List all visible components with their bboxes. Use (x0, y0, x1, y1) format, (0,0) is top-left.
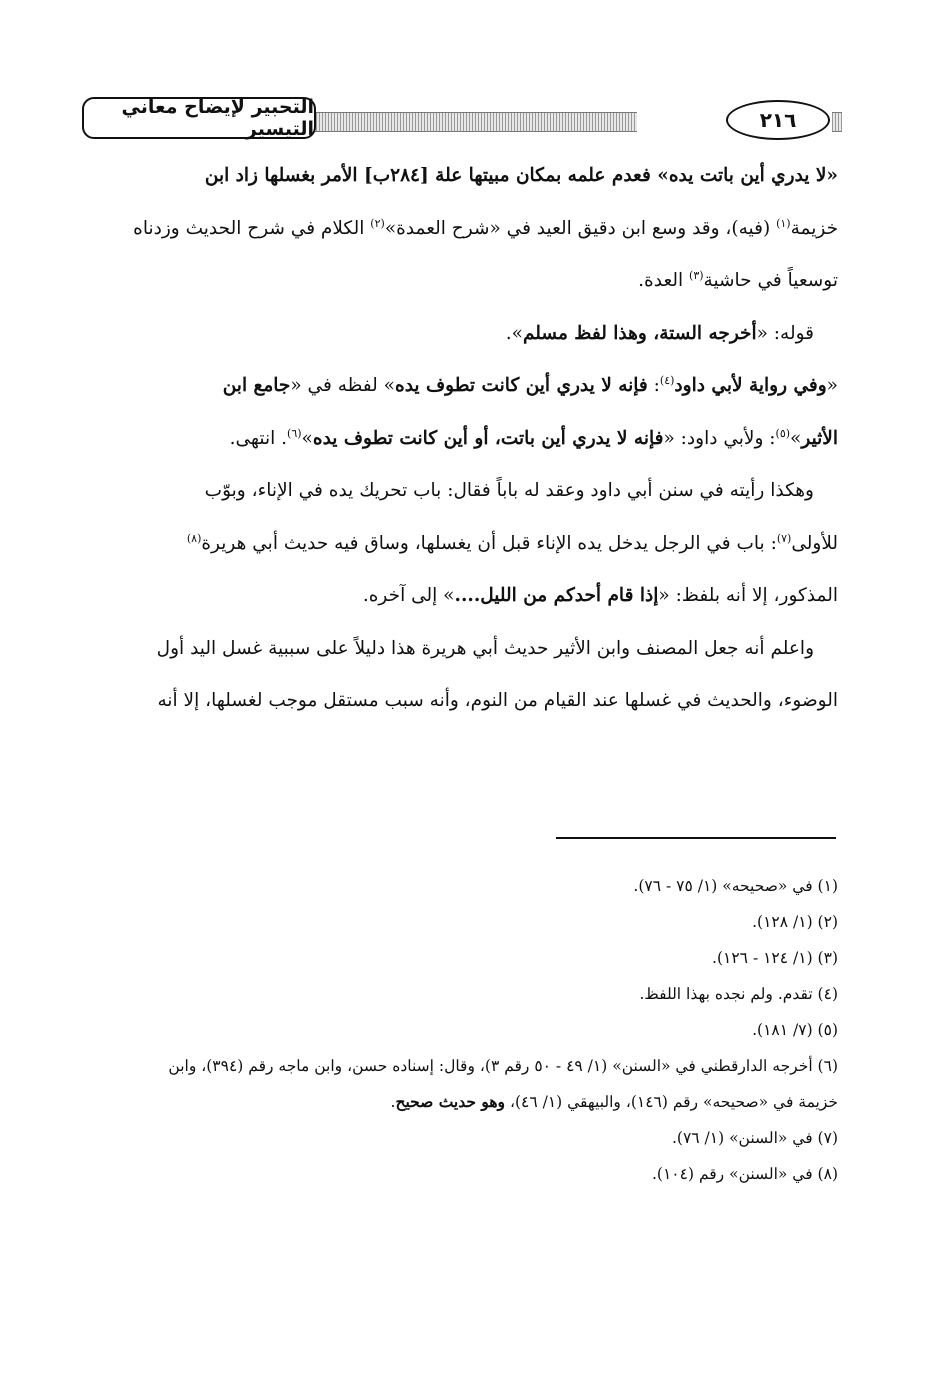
text-segment: إذا قام أحدكم من الليل.... (454, 585, 659, 606)
footnote: (٢) (١/ ١٢٨). (752, 913, 838, 931)
text-segment: «لا يدري أين باتت يده» فعدم علمه بمكان مبيتها علة [٢٨٤ب] الأمر بغسلها زاد ابن (204, 165, 838, 186)
text-segment: الأثير (801, 427, 838, 449)
text-line (82, 203, 838, 256)
footnote-segment: . (390, 1093, 396, 1111)
text-segment: توسعياً في حاشية (703, 270, 838, 291)
text-line (82, 518, 838, 571)
footnote-ref: (٤) (659, 373, 675, 387)
text-segment: قوله: « (756, 322, 814, 344)
text-line (82, 465, 838, 518)
footnote-ref: (٨) (186, 531, 202, 545)
text-segment: الكلام في شرح الحديث وزدناه (133, 217, 371, 239)
text-segment: . انتهى. (229, 427, 288, 449)
footnote-ref: (٢) (370, 216, 385, 230)
footnote: (٦) أخرجه الدارقطني في «السنن» (١/ ٤٩ - ٥٠ رقم ٣)، وقال: إسناده حسن، وابن ماجه رقم (٣٩٤)، وابن (168, 1057, 838, 1075)
text-segment: فإنه لا يدري أين كانت تطوف يده (395, 375, 648, 396)
text-segment: : ولأبي داود: « (663, 427, 776, 449)
text-segment: » لفظه في « (290, 375, 395, 396)
footnote-segment: خزيمة في «صحيحه» رقم (١٤٦)، والبيهقي (١/ ٤٦)، (505, 1093, 838, 1111)
text-segment: (فيه)، وقد وسع ابن دقيق العيد في «شرح العمدة» (384, 217, 777, 239)
footnote-ref: (١) (776, 216, 791, 230)
text-line (82, 413, 838, 466)
text-line (82, 308, 838, 361)
text-segment: » (301, 427, 313, 449)
footnote: (٤) تقدم. ولم نجده بهذا اللفظ. (639, 985, 838, 1003)
text-line (82, 255, 838, 308)
text-segment: خزيمة (790, 217, 838, 239)
page-number: ٢١٦ (726, 100, 830, 140)
text-segment: أخرجه الستة، وهذا لفظ مسلم (523, 322, 757, 344)
text-segment: « (826, 375, 838, 396)
text-segment: المذكور، إلا أنه بلفظ: « (658, 585, 838, 606)
text-segment: : باب في الرجل يدخل يده الإناء قبل أن يغسلها، وساق فيه حديث أبي هريرة (201, 532, 777, 554)
footnote-ref: (٦) (287, 426, 302, 440)
text-segment: للأولى (791, 532, 838, 554)
footnote: (١) في «صحيحه» (١/ ٧٥ - ٧٦). (633, 877, 838, 895)
footnote-separator (556, 837, 836, 839)
footnote-ref: (٣) (689, 268, 704, 282)
book-title: التحبير لإيضاح معاني التيسير (82, 97, 316, 139)
text-segment: » إلى آخره. (362, 585, 455, 606)
text-segment: فإنه لا يدري أين باتت، أو أين كانت تطوف يده (312, 427, 664, 449)
text-line (82, 360, 838, 413)
text-segment: واعلم أنه جعل المصنف وابن الأثير حديث أبي هريرة هذا دليلاً على سببية غسل اليد أول (156, 637, 814, 659)
text-segment: الوضوء، والحديث في غسلها عند القيام من النوم، وأنه سبب مستقل موجب لغسلها، إلا أنه (157, 690, 838, 711)
main-text (82, 150, 838, 728)
text-segment: ». (505, 322, 523, 344)
text-segment: وفي رواية لأبي داود (674, 375, 827, 396)
text-segment: » (790, 427, 802, 449)
footnotes (82, 868, 838, 1192)
header-hatch-end (832, 112, 842, 132)
footnote-segment: وهو حديث صحيح (395, 1092, 506, 1111)
footnote-ref: (٧) (776, 531, 792, 545)
footnote: (٣) (١/ ١٢٤ - ١٢٦). (712, 949, 838, 967)
footnote (82, 1084, 838, 1120)
text-line (82, 150, 838, 203)
text-segment: : (647, 375, 660, 396)
text-segment: وهكذا رأيته في سنن أبي داود وعقد له باباً فقال: باب تحريك يده في الإناء، وبوّب (204, 480, 814, 501)
text-line (82, 623, 838, 676)
footnote: (٧) في «السنن» (١/ ٧٦). (671, 1129, 838, 1147)
footnote: (٨) في «السنن» رقم (١٠٤). (652, 1165, 838, 1183)
page-header (82, 97, 842, 145)
text-line (82, 675, 838, 728)
text-segment: العدة. (638, 270, 690, 291)
footnote-ref: (٥) (775, 426, 791, 440)
footnote: (٥) (٧/ ١٨١). (752, 1021, 838, 1039)
text-line (82, 570, 838, 623)
text-segment: جامع ابن (222, 375, 291, 396)
